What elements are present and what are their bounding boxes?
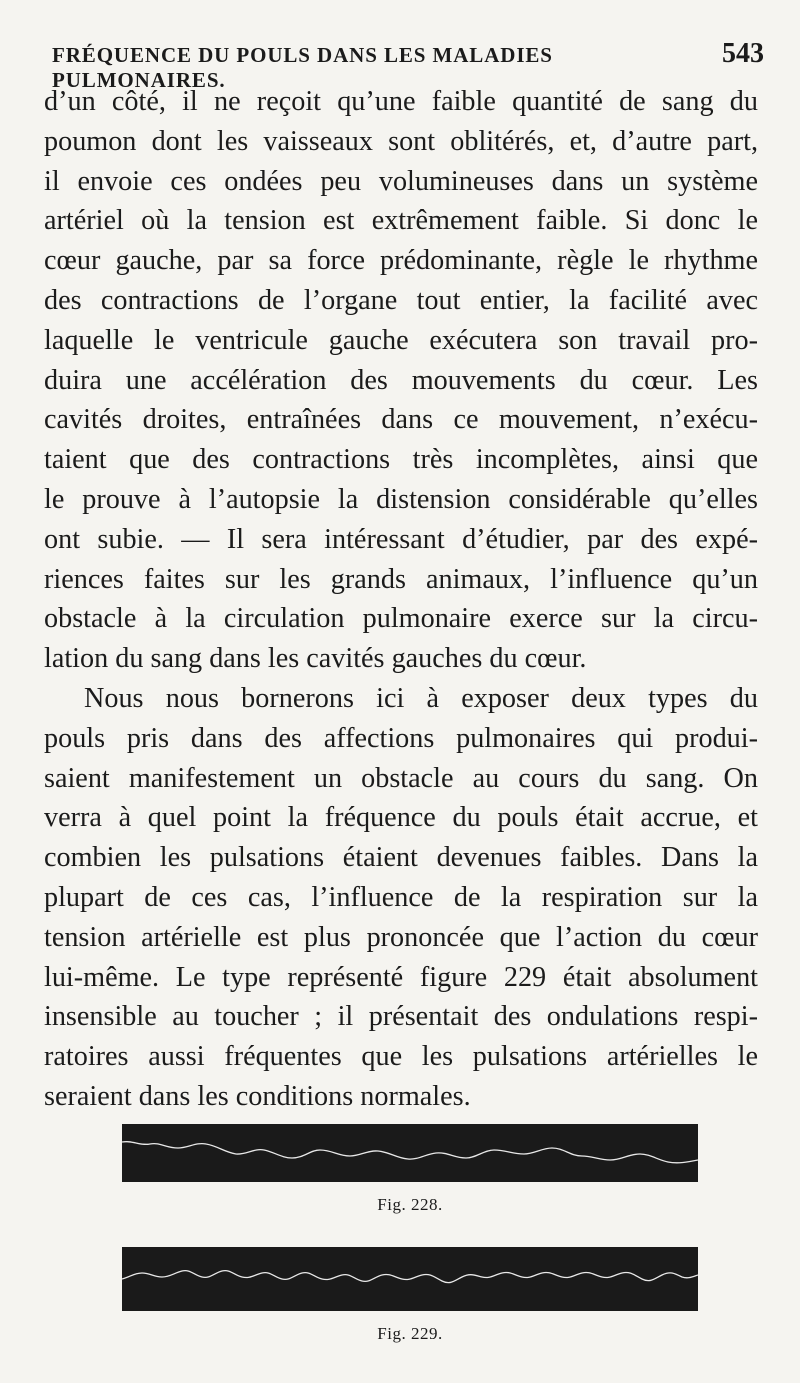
- text-line: il envoie ces ondées peu volumineuses dans un système: [44, 165, 758, 197]
- figure-caption: Fig. 228.: [377, 1195, 443, 1214]
- text-line: le prouve à l’autopsie la distension considérable qu’elles: [44, 483, 758, 515]
- body-text: [44, 82, 758, 1117]
- text-line: des contractions de l’organe tout entier, la facilité avec: [44, 284, 758, 316]
- text-line: verra à quel point la fréquence du pouls était accrue, et: [44, 802, 758, 834]
- text-line: ont subie. — Il sera intéressant d’étudier, par des expé-: [44, 523, 758, 555]
- text-line: seraient dans les conditions normales.: [44, 1080, 471, 1112]
- text-line: artériel où la tension est extrêmement faible. Si donc le: [44, 205, 758, 237]
- text-line: cœur gauche, par sa force prédominante, règle le rhythme: [44, 245, 758, 277]
- figure-caption: Fig. 229.: [377, 1324, 443, 1343]
- running-head: [52, 38, 764, 92]
- pulse-trace-line: [122, 1142, 698, 1163]
- text-line: obstacle à la circulation pulmonaire exerce sur la circu-: [44, 603, 758, 635]
- text-line: taient que des contractions très incomplètes, ainsi que: [44, 444, 758, 476]
- text-line: combien les pulsations étaient devenues faibles. Dans la: [44, 842, 758, 874]
- running-title: FRÉQUENCE DU POULS DANS LES MALADIES PULMONAIRES.: [52, 43, 553, 92]
- text-line: d’un côté, il ne reçoit qu’une faible quantité de sang du: [44, 86, 758, 117]
- pulse-tracing-229-svg: [122, 1247, 698, 1311]
- text-line: lui-même. Le type représenté figure 229 était absolument: [44, 961, 758, 993]
- text-line: riences faites sur les grands animaux, l’influence qu’un: [44, 563, 758, 595]
- pulse-tracing-228: [122, 1124, 698, 1182]
- pulse-tracing-228-svg: [122, 1124, 698, 1182]
- text-line: tension artérielle est plus prononcée que l’action du cœur: [44, 921, 758, 953]
- text-line: ratoires aussi fréquentes que les pulsations artérielles le: [44, 1041, 758, 1073]
- figure-229: [122, 1247, 698, 1344]
- text-line: pouls pris dans des affections pulmonaires qui produi-: [44, 722, 758, 754]
- pulse-trace-line: [122, 1271, 698, 1283]
- figure-228: [122, 1124, 698, 1215]
- page-number: 543: [722, 38, 764, 69]
- text-line: plupart de ces cas, l’influence de la respiration sur la: [44, 881, 758, 913]
- text-line: duira une accélération des mouvements du cœur. Les: [44, 364, 758, 396]
- text-line: cavités droites, entraînées dans ce mouvement, n’exécu-: [44, 404, 758, 436]
- text-line: saient manifestement un obstacle au cours du sang. On: [44, 762, 758, 794]
- text-line: insensible au toucher ; il présentait des ondulations respi-: [44, 1001, 758, 1033]
- pulse-tracing-229: [122, 1247, 698, 1311]
- text-line: poumon dont les vaisseaux sont oblitérés, et, d’autre part,: [44, 125, 758, 157]
- text-line: laquelle le ventricule gauche exécutera son travail pro-: [44, 324, 758, 356]
- text-line: Nous nous bornerons ici à exposer deux types du: [84, 682, 758, 714]
- text-line: lation du sang dans les cavités gauches du cœur.: [44, 643, 587, 675]
